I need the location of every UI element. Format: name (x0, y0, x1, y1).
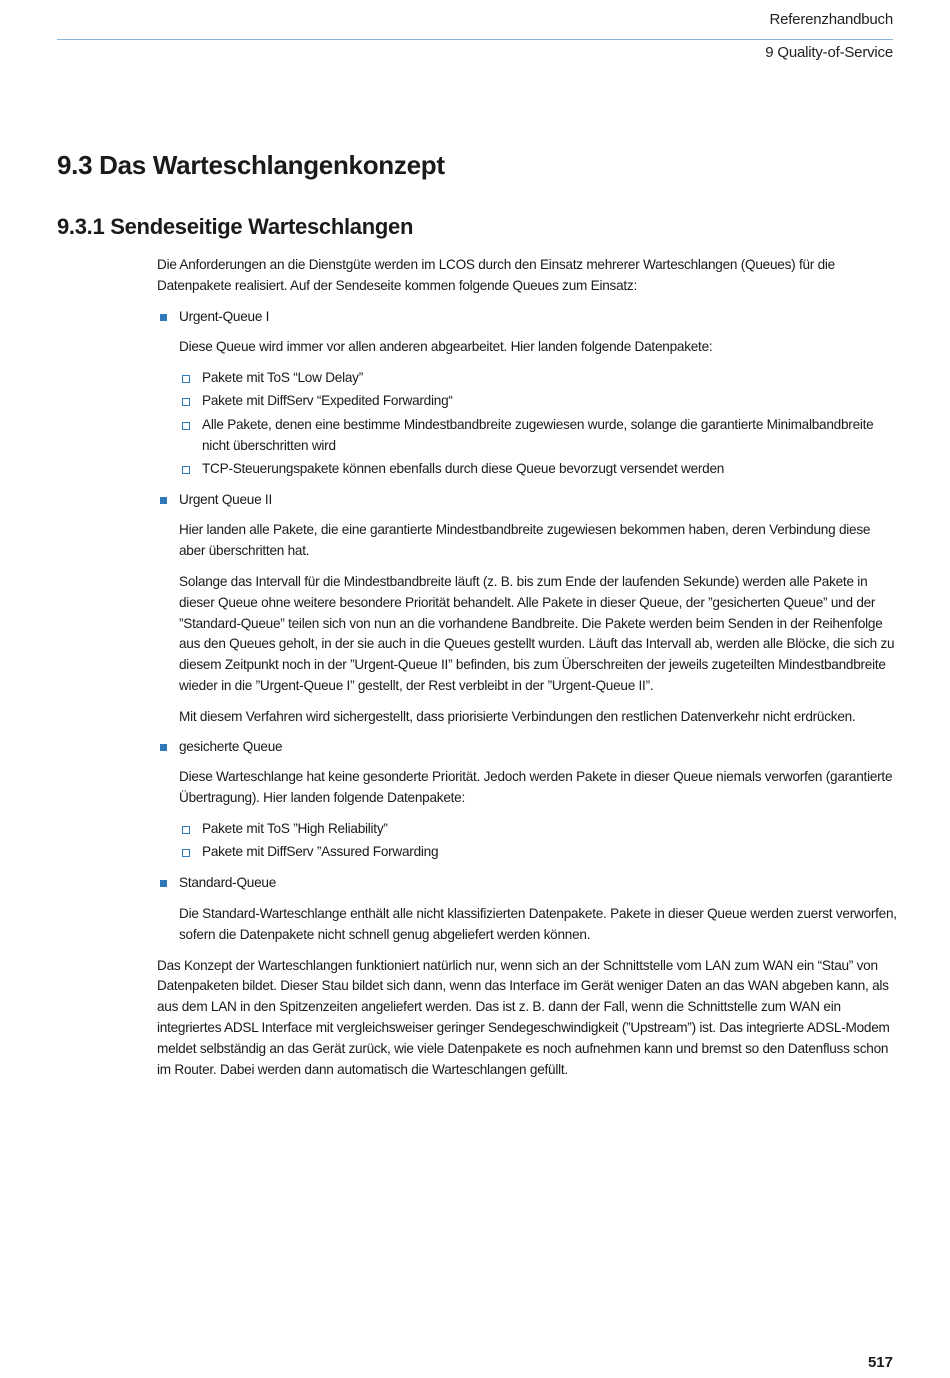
packet-item-text: Pakete mit DiffServ “Expedited Forwarding“ (202, 393, 453, 409)
hollow-square-bullet-icon (182, 398, 190, 406)
queue-paragraph: Die Standard-Warteschlange enthält alle nicht klassifizierten Datenpakete. Pakete in dieser Queue werden zuerst verworfen, sofern die Datenpakete nicht schnell genug abgeliefert werden können. (179, 905, 897, 942)
packet-item (179, 842, 897, 863)
square-bullet-icon (160, 497, 167, 504)
queue-name: gesicherte Queue (179, 738, 283, 754)
hollow-square-bullet-icon (182, 826, 190, 834)
intro-paragraph: Die Anforderungen an die Dienstgüte werden im LCOS durch den Einsatz mehrerer Warteschlangen (Queues) für die Datenpakete realisiert. Auf der Sendeseite kommen folgende Queues zum Einsatz: (157, 257, 835, 293)
queue-paragraph: Diese Queue wird immer vor allen anderen abgearbeitet. Hier landen folgende Datenpakete: (179, 339, 713, 355)
square-bullet-icon (160, 744, 167, 751)
queue-name: Standard-Queue (179, 875, 277, 891)
header-book-title: Referenzhandbuch (769, 11, 893, 28)
square-bullet-icon (160, 314, 167, 321)
packet-item-text: Pakete mit DiffServ ”Assured Forwarding (202, 844, 439, 860)
queue-paragraph: Diese Warteschlange hat keine gesonderte Priorität. Jedoch werden Pakete in dieser Queue niemals verworfen (garantierte Übertragung). Hier landen folgende Datenpakete: (179, 769, 893, 806)
hollow-square-bullet-icon (182, 466, 190, 474)
packet-item-text: Pakete mit ToS “Low Delay” (202, 370, 363, 386)
queue-list (157, 307, 897, 946)
queue-item (157, 873, 897, 945)
packet-item (179, 368, 897, 389)
queue-item (157, 307, 897, 480)
packet-list (179, 819, 897, 863)
packet-list (179, 368, 897, 479)
subsection-title: 9.3.1 Sendeseitige Warteschlangen (57, 214, 414, 239)
queue-paragraph: Mit diesem Verfahren wird sichergestellt, dass priorisierte Verbindungen den restlichen Datenverkehr nicht erdrücken. (179, 708, 856, 724)
queue-item (157, 737, 897, 863)
packet-item (179, 415, 897, 457)
queue-paragraph: Hier landen alle Pakete, die eine garantierte Mindestbandbreite zugewiesen bekommen haben, deren Verbindung diese aber überschritten hat. (179, 522, 871, 559)
body-text (157, 255, 897, 1090)
hollow-square-bullet-icon (182, 422, 190, 430)
header-chapter-title: 9 Quality-of-Service (765, 44, 893, 61)
hollow-square-bullet-icon (182, 849, 190, 857)
packet-item (179, 819, 897, 840)
header-rule (57, 39, 893, 40)
packet-item (179, 391, 897, 412)
page-number: 517 (867, 1354, 893, 1371)
packet-item-text: TCP-Steuerungspakete können ebenfalls durch diese Queue bevorzugt versendet werden (202, 460, 725, 476)
packet-item-text: Pakete mit ToS ”High Reliability” (202, 821, 388, 837)
queue-item (157, 490, 897, 728)
packet-item-text: Alle Pakete, denen eine bestimme Mindestbandbreite zugewiesen wurde, solange die garantierte Minimalbandbreite nicht überschritten wird (202, 416, 874, 453)
section-title: 9.3 Das Warteschlangenkonzept (57, 150, 445, 180)
hollow-square-bullet-icon (182, 375, 190, 383)
packet-item (179, 459, 897, 480)
queue-name: Urgent Queue II (179, 491, 272, 507)
queue-name: Urgent-Queue I (179, 308, 270, 324)
closing-paragraph: Das Konzept der Warteschlangen funktioniert natürlich nur, wenn sich an der Schnittstelle vom LAN zum WAN ein “Stau” von Datenpaketen bildet. Dieser Stau bildet sich dann, wenn das Interface im Gerät weniger Daten an das WAN abgeben kann, als aus dem LAN in den Spitzenzeiten angeliefert werden. Das ist z. B. dann der Fall, wenn die Schnittstelle zum WAN ein integriertes ADSL Interface mit vergleichsweiser geringer Sendegeschwindigkeit (”Upstream”) ist. Das integrierte ADSL-Modem meldet selbständig an das Gerät zurück, wie viele Datenpakete es noch aufnehmen kann und bremst so den Datenfluss schon im Router. Dabei werden dann automatisch die Warteschlangen gefüllt. (157, 957, 890, 1077)
queue-paragraph: Solange das Intervall für die Mindestbandbreite läuft (z. B. bis zum Ende der laufenden Sekunde) werden alle Pakete in dieser Queue ohne weitere besondere Priorität behandelt. Alle Pakete in dieser Queue, der ”gesicherten Queue” und der ”Standard-Queue” teilen sich von nun an die vorhandene Bandbreite. Die Pakete werden beim Senden in der Reihenfolge aus den Queues geholt, in der sie auch in die Queues gestellt wurden. Läuft das Intervall ab, werden alle Blöcke, die sich zu diesem Zeitpunkt noch in der ”Urgent-Queue II” befinden, bis zum Überschreiten der jeweils zugeteilten Mindestbandbreite wieder in die ”Urgent-Queue I” gestellt, der Rest verbleibt in der ”Urgent-Queue II”. (179, 574, 895, 694)
square-bullet-icon (160, 880, 167, 887)
